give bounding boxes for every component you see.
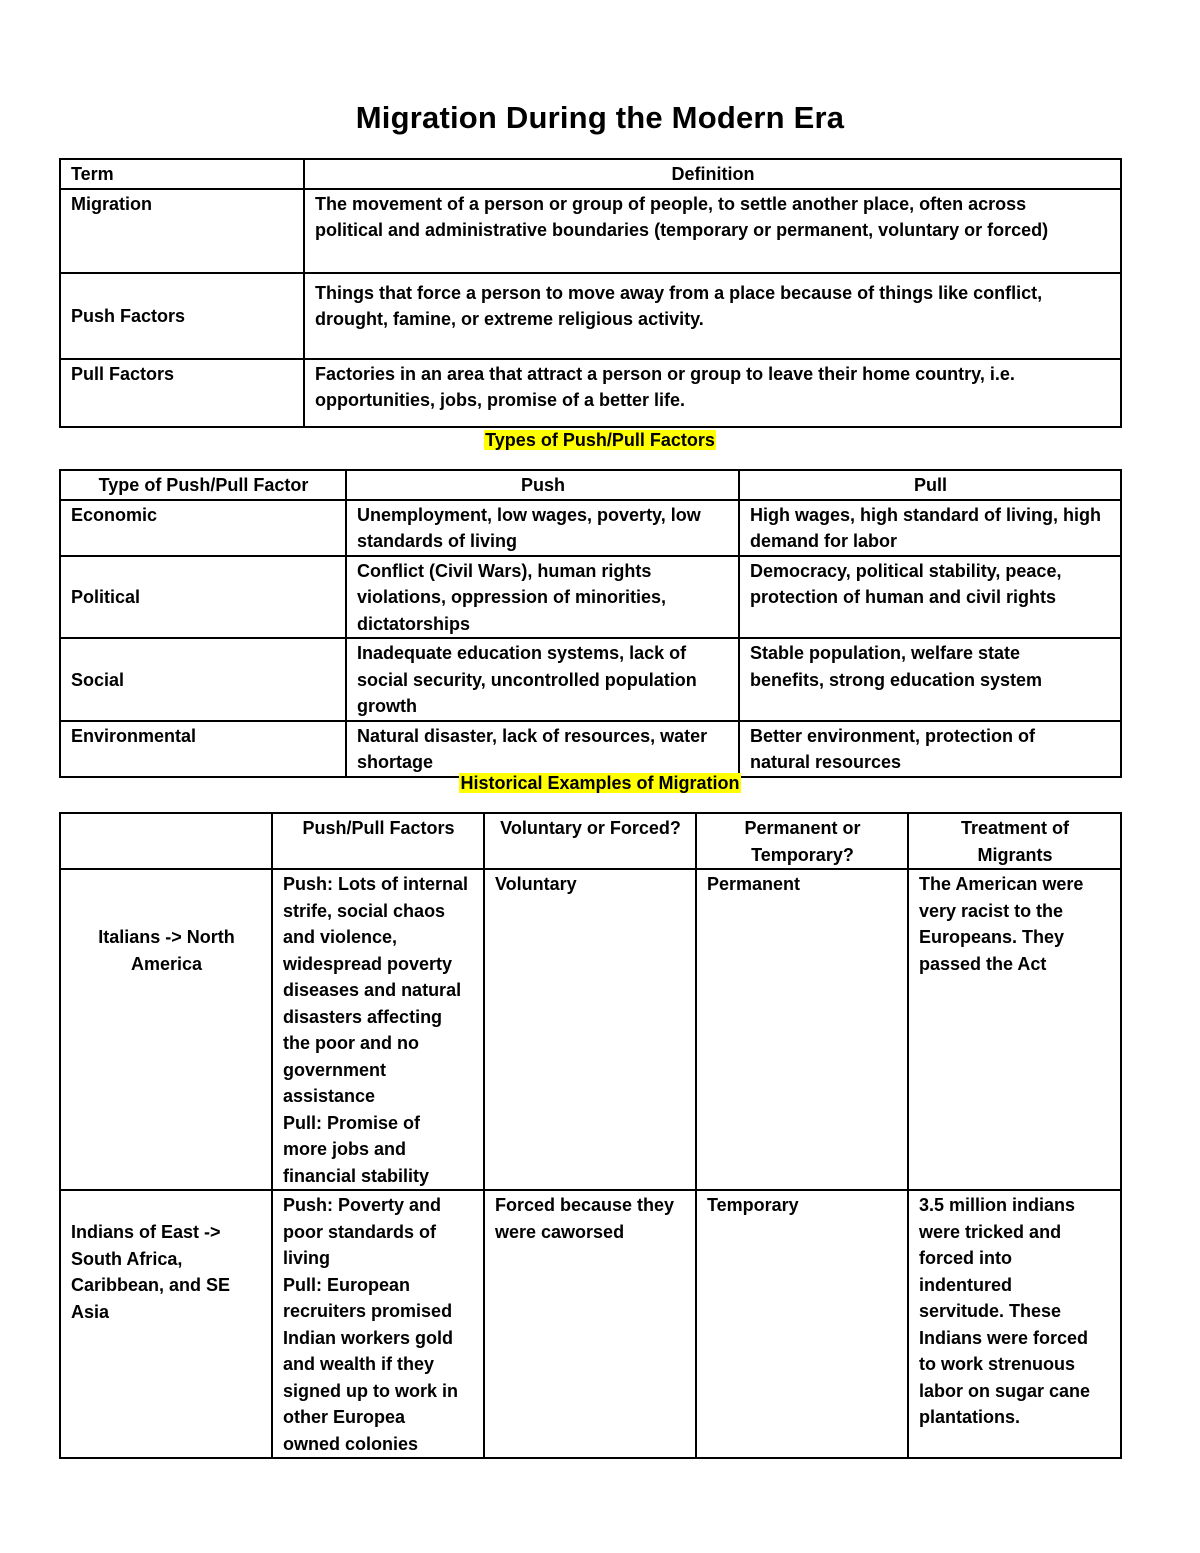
table-row: [60, 638, 1121, 721]
header-push: Push: [346, 470, 739, 500]
factor-type-cell: Environmental: [60, 721, 346, 777]
voluntary-cell: Forced because they were caworsed: [484, 1190, 696, 1458]
pull-cell: High wages, high standard of living, high demand for labor: [739, 500, 1121, 556]
factors-cell: Push: Poverty and poor standards of living Pull: European recruiters promised Indian workers gold and wealth if they signed up to work in other Europea owned colonies: [272, 1190, 484, 1458]
pull-cell: Stable population, welfare state benefits, strong education system: [739, 638, 1121, 721]
table-header-row: [60, 813, 1121, 869]
table-row: [60, 500, 1121, 556]
header-definition: Definition: [304, 159, 1121, 189]
terms-table: [59, 158, 1122, 428]
table-row: [60, 273, 1121, 359]
header-term: Term: [60, 159, 304, 189]
table-row: [60, 1190, 1121, 1458]
history-table: [59, 812, 1122, 1459]
term-cell: Pull Factors: [60, 359, 304, 427]
factor-type-cell: Economic: [60, 500, 346, 556]
header-group: [60, 813, 272, 869]
history-heading: [0, 771, 1200, 795]
table-row: [60, 189, 1121, 273]
page-title: Migration During the Modern Era: [355, 100, 845, 135]
header-pull: Pull: [739, 470, 1121, 500]
factor-type-cell: Social: [60, 638, 346, 721]
table-row: [60, 869, 1121, 1190]
push-cell: Conflict (Civil Wars), human rights violations, oppression of minorities, dictatorships: [346, 556, 739, 639]
table-row: [60, 721, 1121, 777]
permanence-cell: Permanent: [696, 869, 908, 1190]
header-factors: Push/Pull Factors: [272, 813, 484, 869]
table-row: [60, 359, 1121, 427]
voluntary-cell: Voluntary: [484, 869, 696, 1190]
definition-cell: Factories in an area that attract a person or group to leave their home country, i.e. opportunities, jobs, promise of a better life.: [304, 359, 1121, 427]
push-cell: Unemployment, low wages, poverty, low standards of living: [346, 500, 739, 556]
factors-cell: Push: Lots of internal strife, social chaos and violence, widespread poverty diseases and natural disasters affecting the poor and no government assistance Pull: Promise of more jobs and financial stability: [272, 869, 484, 1190]
header-permanence: Permanent or Temporary?: [696, 813, 908, 869]
header-type: Type of Push/Pull Factor: [60, 470, 346, 500]
table-header-row: [60, 159, 1121, 189]
term-cell: Migration: [60, 189, 304, 273]
header-voluntary: Voluntary or Forced?: [484, 813, 696, 869]
pull-cell: Better environment, protection of natural resources: [739, 721, 1121, 777]
pull-cell: Democracy, political stability, peace, protection of human and civil rights: [739, 556, 1121, 639]
group-cell: Indians of East -> South Africa, Caribbean, and SE Asia: [60, 1190, 272, 1458]
treatment-cell: 3.5 million indians were tricked and forced into indentured servitude. These Indians were forced to work strenuous labor on sugar cane plantations.: [908, 1190, 1121, 1458]
table-header-row: [60, 470, 1121, 500]
push-cell: Natural disaster, lack of resources, water shortage: [346, 721, 739, 777]
group-cell: Italians -> North America: [60, 869, 272, 1190]
term-cell: Push Factors: [60, 273, 304, 359]
factors-heading: [0, 428, 1200, 452]
table-row: [60, 556, 1121, 639]
factors-heading-text: Types of Push/Pull Factors: [485, 430, 715, 450]
treatment-cell: The American were very racist to the Europeans. They passed the Act: [908, 869, 1121, 1190]
definition-cell: The movement of a person or group of people, to settle another place, often across political and administrative boundaries (temporary or permanent, voluntary or forced): [304, 189, 1121, 273]
factor-type-cell: Political: [60, 556, 346, 639]
history-heading-text: Historical Examples of Migration: [460, 773, 740, 793]
factors-table: [59, 469, 1122, 778]
push-cell: Inadequate education systems, lack of social security, uncontrolled population growth: [346, 638, 739, 721]
header-treatment: Treatment of Migrants: [908, 813, 1121, 869]
permanence-cell: Temporary: [696, 1190, 908, 1458]
definition-cell: Things that force a person to move away from a place because of things like conflict, drought, famine, or extreme religious activity.: [304, 273, 1121, 359]
